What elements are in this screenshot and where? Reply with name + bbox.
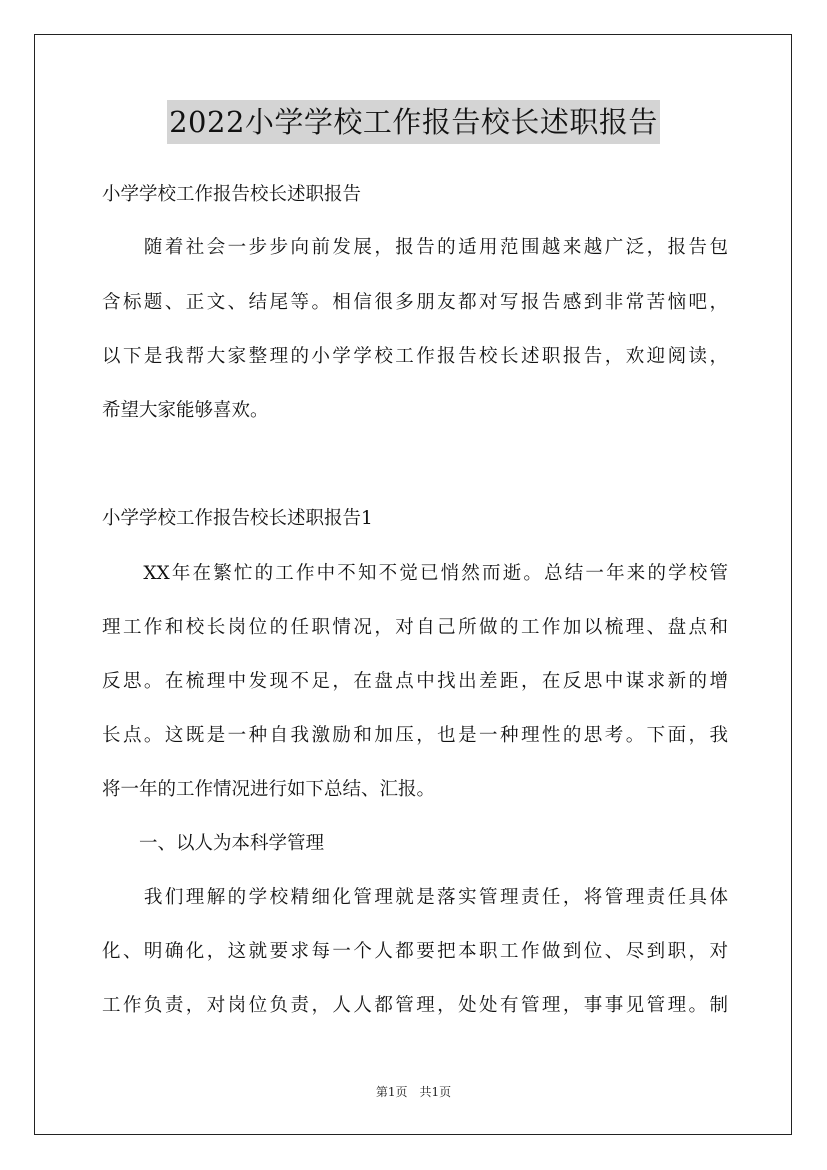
page-footer: 第1页 共1页 [375,1085,452,1099]
intro-line-3: 以下是我帮大家整理的小学学校工作报告校长述职报告，欢迎阅读， [102,346,728,367]
intro-line-4: 希望大家能够喜欢。 [102,400,269,421]
subsection-line-1: 我们理解的学校精细化管理就是落实管理责任，将管理责任具体 [102,887,728,908]
document-subtitle: 小学学校工作报告校长述职报告 [102,184,362,205]
document-title: 2022小学学校工作报告校长述职报告 [167,100,660,144]
intro-line-2: 含标题、正文、结尾等。相信很多朋友都对写报告感到非常苦恼吧， [102,292,728,313]
section1-line-4: 长点。这既是一种自我激励和加压，也是一种理性的思考。下面，我 [102,725,728,746]
subsection-line-2: 化、明确化，这就要求每一个人都要把本职工作做到位、尽到职，对 [102,941,728,962]
section1-line-3: 反思。在梳理中发现不足，在盘点中找出差距，在反思中谋求新的增 [102,671,728,692]
section1-line-2: 理工作和校长岗位的任职情况，对自己所做的工作加以梳理、盘点和 [102,617,728,638]
intro-line-1: 随着社会一步步向前发展，报告的适用范围越来越广泛，报告包 [102,237,728,258]
subsection-line-3: 工作负责，对岗位负责，人人都管理，处处有管理，事事见管理。制 [102,995,728,1016]
title-container [0,100,827,144]
subsection-heading: 一、以人为本科学管理 [102,833,325,854]
section1-line-5: 将一年的工作情况进行如下总结、汇报。 [102,779,436,800]
section1-heading: 小学学校工作报告校长述职报告1 [102,508,373,529]
section1-line-1: XX年在繁忙的工作中不知不觉已悄然而逝。总结一年来的学校管 [102,563,728,584]
